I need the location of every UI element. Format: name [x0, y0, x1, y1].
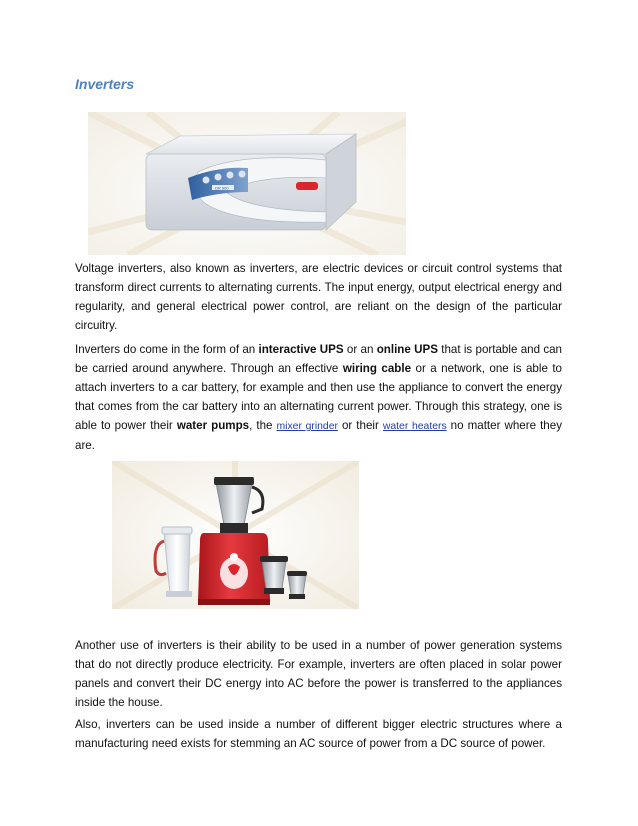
paragraph-1: Voltage inverters, also known as inverters, are electric devices or circuit control systems that transform direct currents to alternating currents. The input energy, output electrical energy and regularity, and general electrical power control, are reliant on the design of the particular circuitry.: [75, 262, 562, 332]
section-heading: Inverters: [75, 76, 135, 92]
inverter-image: [88, 112, 406, 255]
paragraph-4: Also, inverters can be used inside a number of different bigger electric structures where a manufacturing need exists for stemming an AC source of power from a DC source of power.: [75, 718, 562, 750]
bold-water-pumps: water pumps: [176, 419, 250, 432]
bold-interactive-ups: interactive UPS: [258, 343, 344, 356]
mixer-grinder-link[interactable]: mixer grinder: [276, 421, 338, 432]
bold-online-ups: online UPS: [376, 343, 438, 356]
paragraph-3: Another use of inverters is their ability to be used in a number of power generation systems that do not directly produce electricity. For example, inverters are often placed in solar power panels and convert their DC energy into AC before the power is transferred to the appliances inside the house.: [75, 639, 562, 709]
mixer-grinder-image: [112, 461, 359, 609]
water-heaters-link[interactable]: water heaters: [382, 421, 447, 432]
bold-wiring-cable: wiring cable: [342, 362, 412, 375]
model-label: DR 900: [215, 185, 229, 191]
paragraph-2: Inverters do come in the form of an interactive UPS or an online UPS that is portable and can be carried around anywhere. Through an effective wiring cable or a network, one is able to attach inverters to a car battery, for example and then use the appliance to convert the energy that comes from the car battery into an alternating current power. Through this strategy, one is able to power their water pumps, the mixer grinder or their water heaters no matter where they are.: [75, 343, 563, 452]
